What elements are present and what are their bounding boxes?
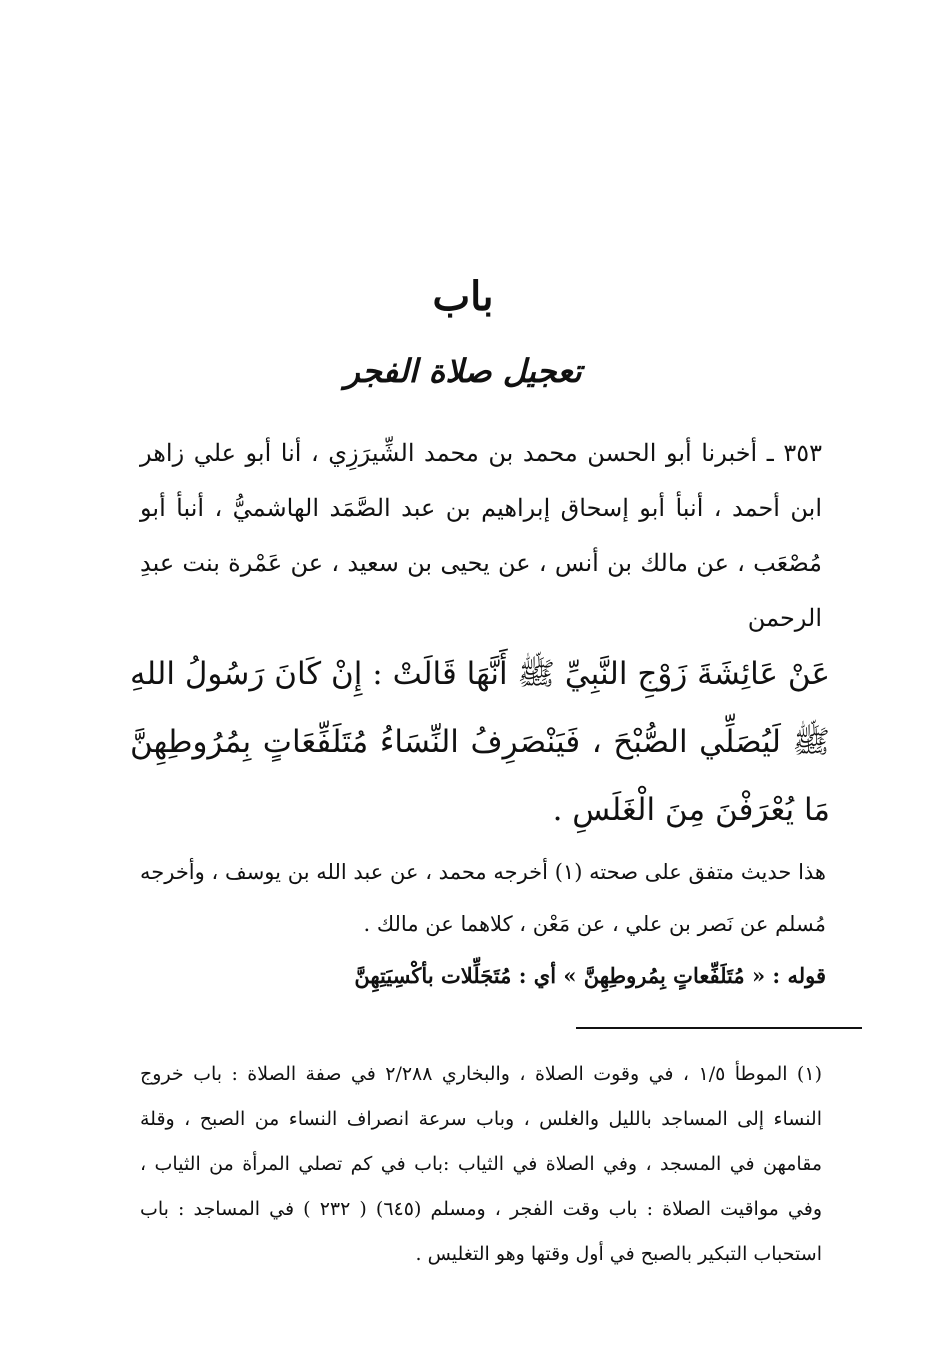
- commentary-paragraph: هذا حديث متفق على صحته (١) أخرجه محمد ، عن عبد الله بن يوسف ، وأخرجه مُسلم عن نَصر بن علي ، عن مَعْن ، كلاهما عن مالك .: [140, 860, 826, 936]
- footnote-1: (١) الموطأ ١/٥ ، في وقوت الصلاة ، والبخاري ٢/٢٨٨ في صفة الصلاة : باب خروج النساء إلى المساجد بالليل والغلس ، وباب سرعة انصراف النساء من الصبح ، وقلة مقامهن في المسجد ، وفي الصلاة في الثياب :باب في كم تصلي المرأة من الثياب ، وفي مواقيت الصلاة : باب وقت الفجر ، ومسلم (٦٤٥) ( ٢٣٢ ) في المساجد : باب استحباب التبكير بالصبح في أول وقتها وهو التغليس .: [140, 1063, 822, 1265]
- footnotes: [140, 1052, 822, 1277]
- isnad-text: ٣٥٣ ـ أخبرنا أبو الحسن محمد بن محمد الشِّيرَزِي ، أنا أبو علي زاهر ابن أحمد ، أنبأ أبو إسحاق إبراهيم بن عبد الصَّمَد الهاشميُّ ، أنبأ أبو مُصْعَب ، عن مالك بن أنس ، عن يحيى بن سعيد ، عن عَمْرة بنت عبدِ الرحمن: [140, 439, 822, 632]
- hadith-matn: [130, 640, 830, 844]
- chapter-title: تعجيل صلاة الفجر: [344, 352, 582, 390]
- matn-text: عَنْ عَائِشَةَ زَوْجِ النَّبِيِّ ﷺ أَنَّهَا قَالَتْ : إِنْ كَانَ رَسُولُ اللهِ ﷺ لَيُصَلِّي الصُّبْحَ ، فَيَنْصَرِفُ النِّسَاءُ مُتَلَفِّعَاتٍ بِمُرُوطِهِنَّ مَا يُعْرَفْنَ مِنَ الْغَلَسِ .: [130, 656, 830, 828]
- hadith-isnad: [140, 426, 822, 646]
- footnote-divider: [576, 1027, 862, 1029]
- chapter-label: باب: [432, 273, 494, 320]
- commentary: [140, 846, 826, 1002]
- commentary-gloss: قوله : « مُتَلَفِّعاتٍ بِمُروطِهِنَّ » أي : مُتَجَلِّلات بأكْسِيَتِهِنَّ: [354, 963, 826, 988]
